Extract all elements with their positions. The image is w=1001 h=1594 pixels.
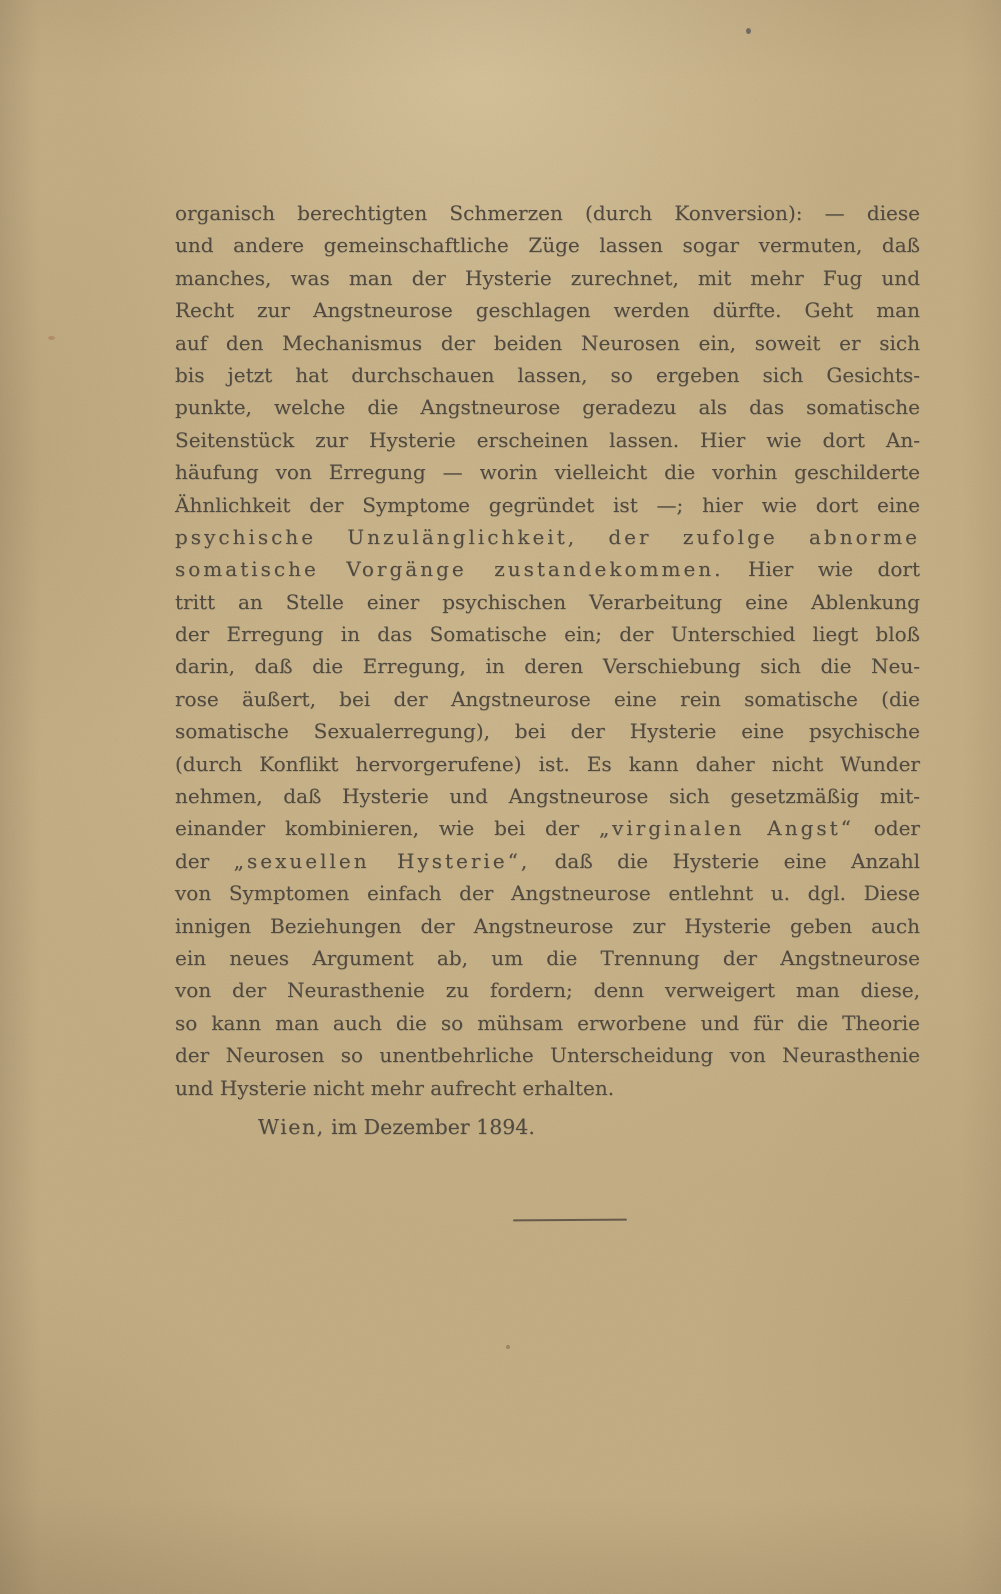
- text-line: [175, 942, 920, 974]
- text-segment: der: [175, 848, 234, 873]
- text-segment: somatische Vorgänge zustandekommen.: [175, 557, 724, 582]
- text-line: [175, 974, 920, 1006]
- text-line: [175, 553, 920, 585]
- text-segment: nehmen, daß Hysterie und Angstneurose sich gesetzmäßig mit-: [175, 784, 920, 809]
- body-text: [175, 197, 920, 1104]
- text-segment: bis jetzt hat durchschauen lassen, so ergeben sich Gesichts-: [175, 362, 920, 387]
- text-segment: psychische Unzulänglichkeit, der zufolge abnorme: [175, 524, 920, 549]
- text-line: [175, 715, 920, 747]
- text-segment: einander kombinieren, wie bei der: [175, 816, 600, 841]
- dateline: [258, 1111, 535, 1143]
- text-segment: darin, daß die Erregung, in deren Verschiebung sich die Neu-: [175, 654, 920, 679]
- text-line: [175, 1072, 920, 1104]
- text-line: [175, 294, 920, 326]
- text-line: [175, 359, 920, 391]
- text-line: [175, 391, 920, 423]
- text-line: [175, 327, 920, 359]
- text-line: [175, 618, 920, 650]
- text-segment: punkte, welche die Angstneurose geradezu als das somatische: [175, 395, 920, 420]
- text-line: [175, 910, 920, 942]
- text-line: [175, 262, 920, 294]
- text-segment: somatische Sexualerregung), bei der Hysterie eine psychische: [175, 719, 920, 744]
- text-line: [175, 1039, 920, 1071]
- text-segment: Recht zur Angstneurose geschlagen werden dürfte. Geht man: [175, 298, 920, 323]
- text-segment: innigen Beziehungen der Angstneurose zur Hysterie geben auch: [175, 913, 920, 938]
- text-line: [175, 229, 920, 261]
- text-segment: und andere gemeinschaftliche Züge lassen sogar vermuten, daß: [175, 233, 920, 258]
- text-line: [175, 845, 920, 877]
- text-line: [175, 1007, 920, 1039]
- text-line: [175, 780, 920, 812]
- text-segment: rose äußert, bei der Angstneurose eine rein somatische (die: [175, 686, 920, 711]
- text-line: [175, 489, 920, 521]
- text-line: [175, 586, 920, 618]
- text-line: [175, 456, 920, 488]
- paper-speck: [506, 1345, 510, 1349]
- text-segment: ein neues Argument ab, um die Trennung der Angstneurose: [175, 945, 920, 970]
- text-line: [175, 683, 920, 715]
- text-segment: daß die Hysterie eine Anzahl: [530, 848, 921, 873]
- text-segment: von der Neurasthenie zu fordern; denn verweigert man diese,: [175, 978, 920, 1003]
- text-segment: im Dezember 1894.: [324, 1115, 535, 1139]
- text-line: [175, 877, 920, 909]
- text-line: [175, 650, 920, 682]
- text-line: [175, 521, 920, 553]
- divider-rule: [513, 1219, 627, 1222]
- text-segment: „virginalen Angst“: [599, 816, 854, 841]
- paper-speck: [746, 28, 751, 34]
- text-segment: Wien,: [258, 1115, 325, 1139]
- text-segment: organisch berechtigten Schmerzen (durch Konversion): — diese: [175, 201, 920, 225]
- text-segment: von Symptomen einfach der Angstneurose entlehnt u. dgl. Diese: [175, 881, 920, 906]
- text-segment: und Hysterie nicht mehr aufrecht erhalten.: [175, 1075, 615, 1100]
- text-segment: Seitenstück zur Hysterie erscheinen lassen. Hier wie dort An-: [175, 427, 920, 452]
- text-line: [175, 748, 920, 780]
- text-segment: Hier wie dort: [723, 557, 920, 582]
- text-line: [175, 424, 920, 456]
- text-segment: so kann man auch die so mühsam erworbene und für die Theorie: [175, 1010, 920, 1035]
- text-segment: der Neurosen so unentbehrliche Unterscheidung von Neurasthenie: [175, 1043, 920, 1068]
- text-line: [175, 197, 920, 229]
- text-segment: „sexuellen Hysterie“,: [233, 848, 531, 873]
- text-segment: häufung von Erregung — worin vielleicht die vorhin geschilderte: [175, 460, 920, 485]
- text-segment: Ähnlichkeit der Symptome gegründet ist —; hier wie dort eine: [175, 492, 920, 517]
- text-segment: (durch Konflikt hervorgerufene) ist. Es kann daher nicht Wunder: [175, 751, 920, 776]
- text-segment: oder: [853, 816, 920, 841]
- text-line: [175, 812, 920, 844]
- paper-speck: [48, 336, 55, 340]
- text-segment: tritt an Stelle einer psychischen Verarbeitung eine Ablenkung: [175, 589, 920, 614]
- text-segment: der Erregung in das Somatische ein; der Unterschied liegt bloß: [175, 622, 920, 647]
- text-segment: manches, was man der Hysterie zurechnet, mit mehr Fug und: [175, 265, 920, 290]
- text-segment: auf den Mechanismus der beiden Neurosen ein, soweit er sich: [175, 330, 920, 355]
